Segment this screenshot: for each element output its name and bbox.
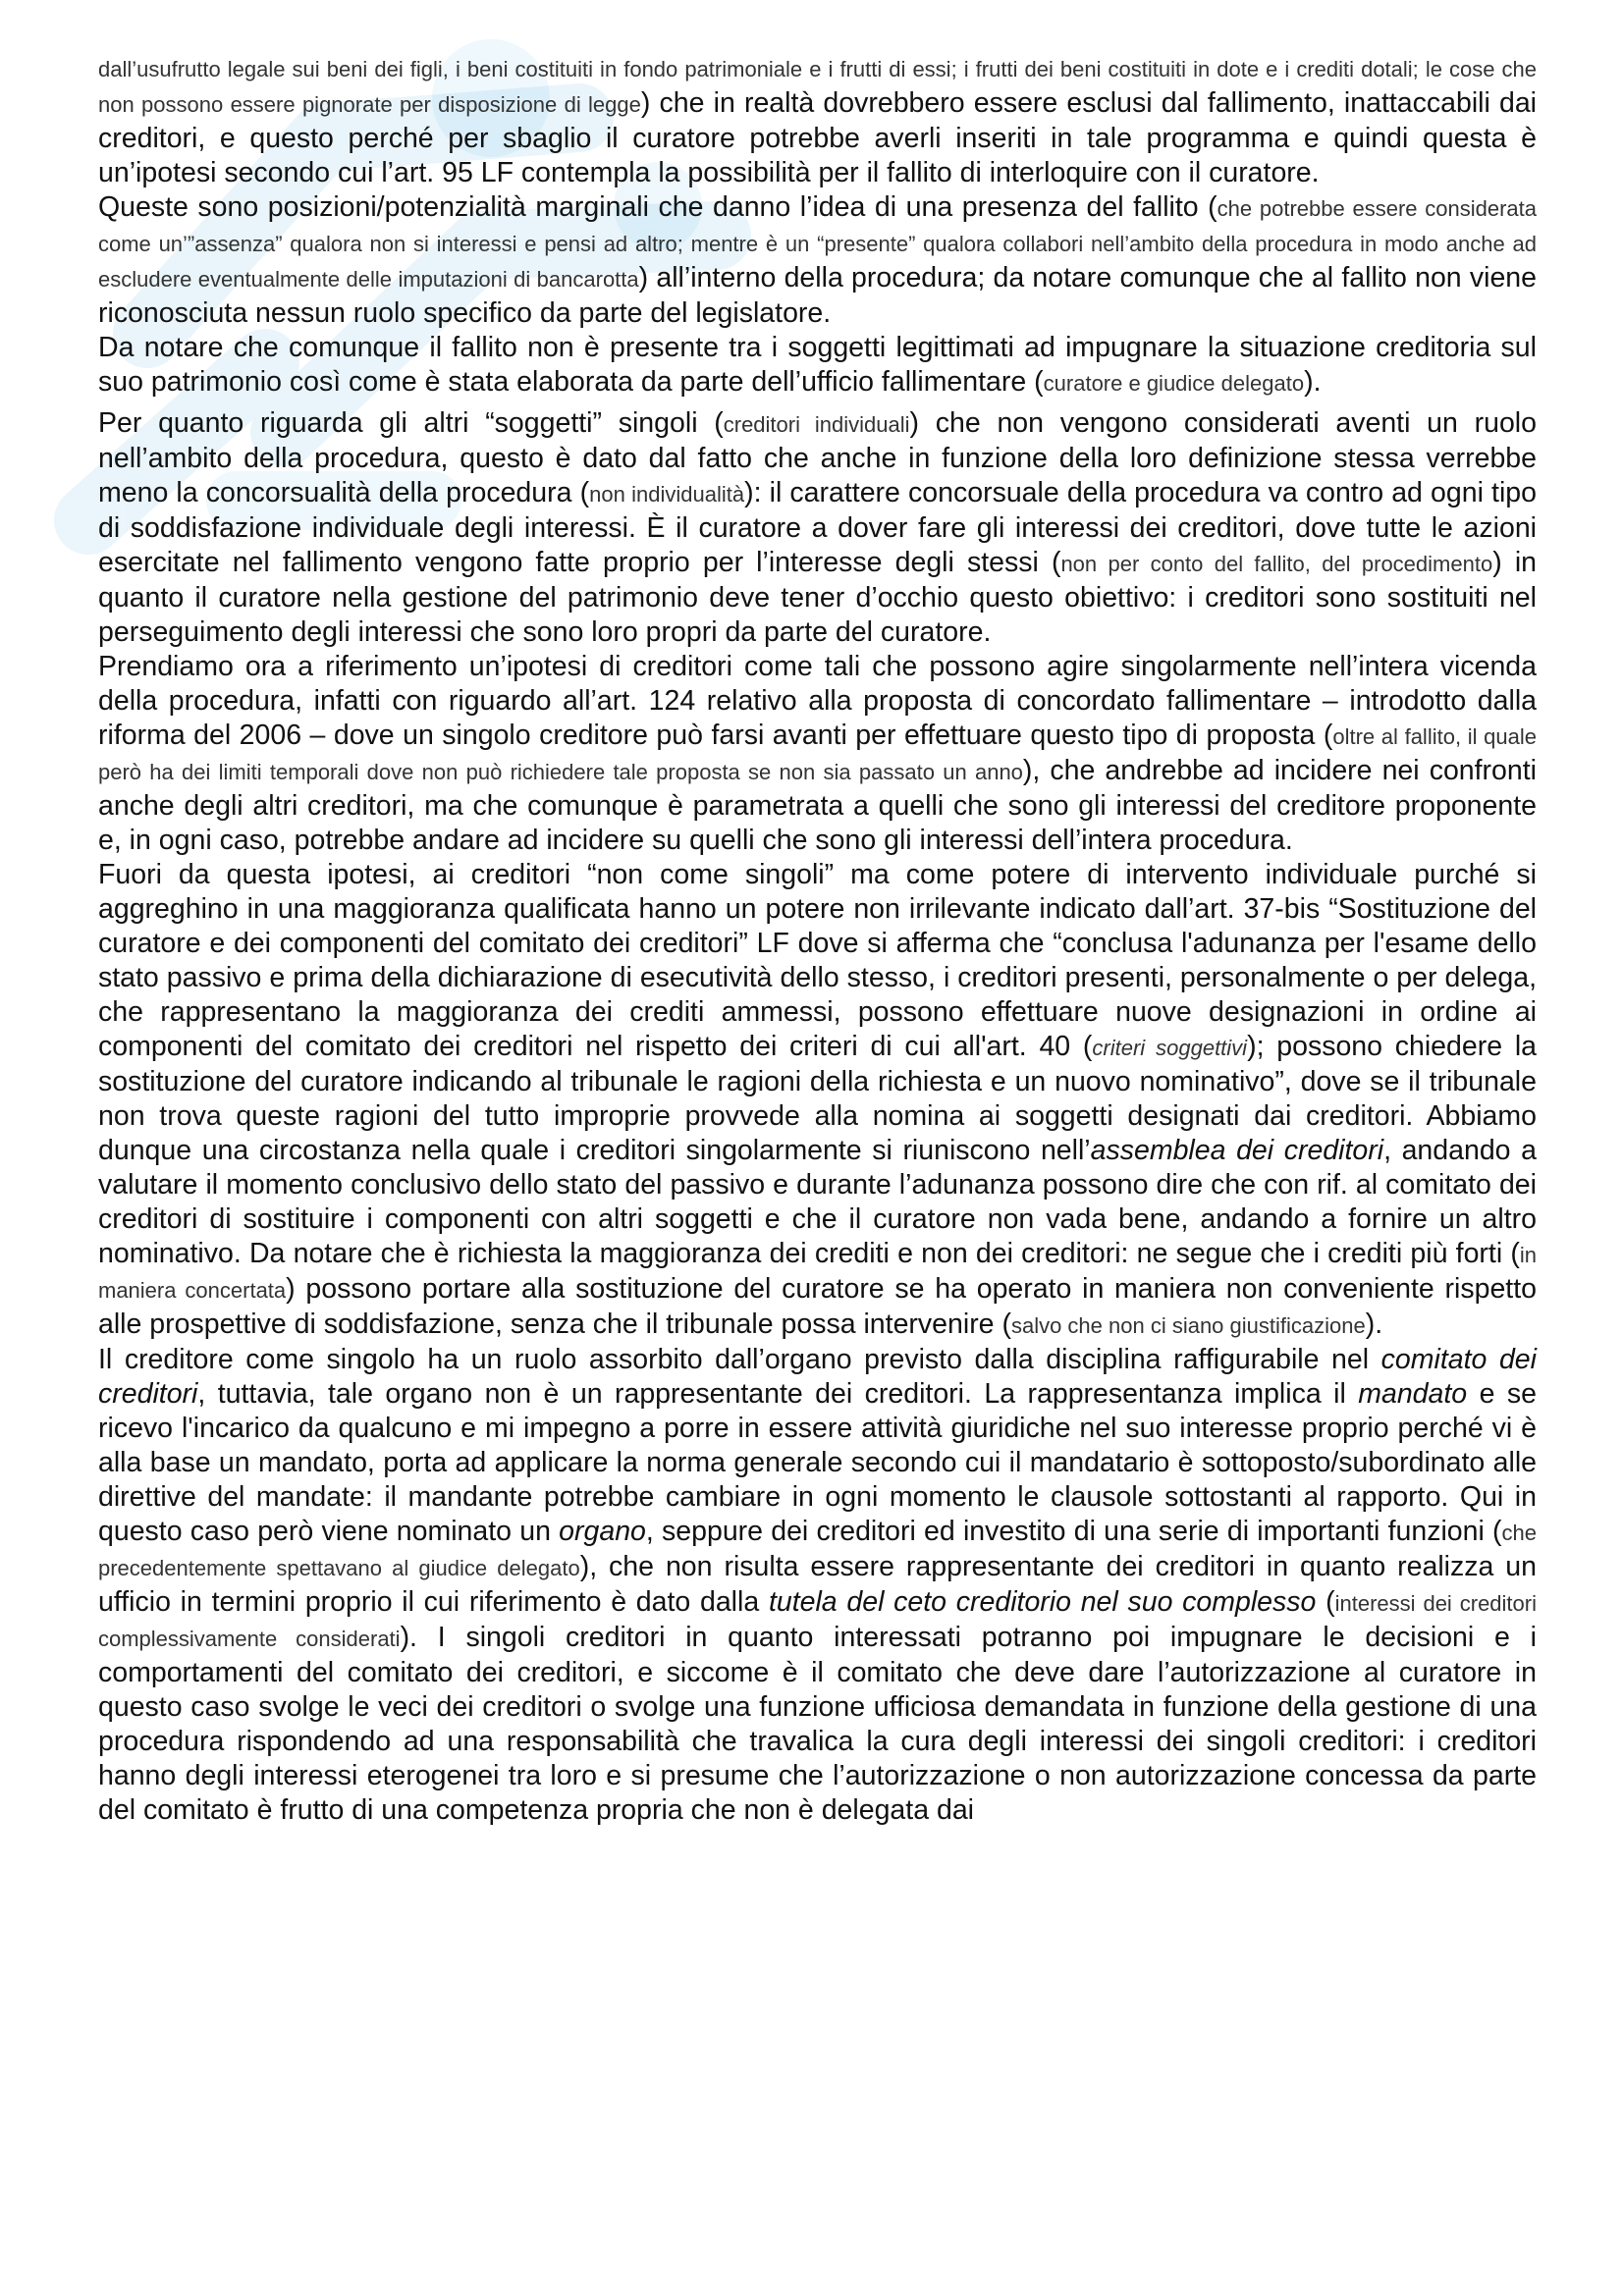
paragraph-3-segment-3: ).: [1304, 366, 1322, 398]
paragraph-7-segment-10: tutela del ceto creditorio nel suo complesso: [768, 1586, 1317, 1618]
paragraph-7-segment-12: interessi dei creditori complessivamente considerati: [98, 1591, 1537, 1651]
document-body: [98, 51, 1537, 1828]
paragraph-6-segment-2: criteri soggettivi: [1092, 1036, 1248, 1060]
paragraph-4-segment-3: ) che non vengono considerati aventi un ruolo nell’ambito della procedura, questo è dato dal fatto che anche in funzione della loro definizione stessa verrebbe meno la concorsualità della procedura (: [98, 407, 1537, 508]
paragraph-6-segment-1: Fuori da questa ipotesi, ai creditori “non come singoli” ma come potere di intervento individuale purché si aggreghino in una maggioranza qualificata hanno un potere non irrilevante indicato dall’art. 37-bis “Sostituzione del curatore e dei componenti del comitato dei creditori” LF dove si afferma che “conclusa l'adunanza per l'esame dello stato passivo e prima della dichiarazione di esecutività dello stesso, i creditori presenti, personalmente o per delega, che rappresentano la maggioranza dei crediti ammessi, possono effettuare nuove designazioni in ordine ai componenti del comitato dei creditori nel rispetto dei criteri di cui all'art. 40 (: [98, 859, 1537, 1062]
paragraph-7-segment-2: comitato dei creditori: [98, 1344, 1537, 1410]
paragraph-7-segment-11: (: [1316, 1586, 1335, 1618]
paragraph-2-segment-2: che potrebbe essere considerata come un’”assenza” qualora non si interessi e pensi ad altro; mentre è un “presente” qualora collabori nell’ambito della procedura in modo anche ad escludere eventualmente delle imputazioni di bancarotta: [98, 196, 1537, 292]
paragraph-2-segment-3: ) all’interno della procedura; da notare comunque che al fallito non viene riconosciuta nessun ruolo specifico da parte del legislatore.: [98, 262, 1538, 329]
paragraph-7-segment-6: organo: [559, 1516, 646, 1547]
paragraph-7: [98, 1343, 1537, 1828]
paragraph-7-segment-9: ), che non risulta essere rappresentante dei creditori in quanto realizza un ufficio in termini proprio il cui riferimento è dato dalla: [98, 1551, 1537, 1618]
paragraph-1-segment-1: dall’usufrutto legale sui beni dei figli, i beni costituiti in fondo patrimoniale e i frutti di essi; i frutti dei beni costituiti in dote e i crediti dotali; le cose che non possono essere pignorate per disposizione di legge: [98, 57, 1537, 117]
paragraph-4-segment-4: non individualità: [589, 482, 745, 507]
paragraph-6-segment-9: ).: [1365, 1308, 1383, 1340]
paragraph-4-segment-2: creditori individuali: [723, 412, 910, 437]
paragraph-6-segment-8: salvo che non ci siano giustificazione: [1010, 1313, 1366, 1338]
paragraph-5-segment-1: Prendiamo ora a riferimento un’ipotesi di creditori come tali che possono agire singolarmente nell’intera vicenda della procedura, infatti con riguardo all’art. 124 relativo alla proposta di concordato fallimentare – introdotto dalla riforma del 2006 – dove un singolo creditore può farsi avanti per effettuare questo tipo di proposta (: [98, 651, 1537, 751]
paragraph-7-segment-1: Il creditore come singolo ha un ruolo assorbito dall’organo previsto dalla disciplina raffigurabile nel: [98, 1344, 1381, 1375]
paragraph-6-segment-7: ) possono portare alla sostituzione del curatore se ha operato in maniera non conveniente rispetto alle prospettive di soddisfazione, senza che il tribunale possa intervenire (: [98, 1273, 1537, 1340]
paragraph-2-segment-1: Queste sono posizioni/potenzialità marginali che danno l’idea di una presenza del fallito (: [98, 191, 1217, 223]
paragraph-6: [98, 858, 1537, 1343]
paragraph-2: [98, 190, 1537, 331]
paragraph-1-segment-2: ) che in realtà dovrebbero essere esclusi dal fallimento, inattaccabili dai creditori, e questo perché per sbaglio il curatore potrebbe averli inseriti in tale programma e quindi questa è un’ipotesi secondo cui l’art. 95 LF contempla la possibilità per il fallito di interloquire con il curatore.: [98, 87, 1538, 188]
paragraph-1: [98, 51, 1537, 190]
paragraph-5-segment-3: ), che andrebbe ad incidere nei confronti anche degli altri creditori, ma che comunque è parametrata a quelli che sono gli interessi del creditore proponente e, in ogni caso, potrebbe andare ad incidere su quelli che sono gli interessi dell’intera procedura.: [98, 755, 1537, 856]
paragraph-3: [98, 331, 1537, 400]
paragraph-4-segment-7: ) in quanto il curatore nella gestione del patrimonio deve tener d’occhio questo obiettivo: i creditori sono sostituiti nel perseguimento degli interessi che sono loro propri da parte del curatore.: [98, 547, 1538, 648]
paragraph-4-segment-1: Per quanto riguarda gli altri “soggetti” singoli (: [98, 407, 724, 439]
paragraph-5-segment-2: oltre al fallito, il quale però ha dei limiti temporali dove non può richiedere tale proposta se non sia passato un anno: [98, 724, 1537, 784]
paragraph-7-segment-4: mandato: [1358, 1378, 1468, 1410]
paragraph-4: [98, 406, 1537, 650]
paragraph-6-segment-5: , andando a valutare il momento conclusivo dello stato del passivo e durante l’adunanza possono dire che con rif. al comitato dei creditori di sostituire i componenti con altri soggetti e che il curatore non vada bene, andando a fornire un altro nominativo. Da notare che è richiesta la maggioranza dei crediti e non dei creditori: ne segue che i crediti più forti (: [98, 1135, 1537, 1269]
paragraph-3-segment-1: Da notare che comunque il fallito non è presente tra i soggetti legittimati ad impugnare la situazione creditoria sul suo patrimonio così come è stata elaborata da parte dell’ufficio fallimentare (: [98, 332, 1537, 398]
paragraph-7-segment-5: e se ricevo l'incarico da qualcuno e mi impegno a porre in essere attività giuridiche nel suo interesse proprio perché vi è alla base un mandato, porta ad applicare la norma generale secondo cui il mandatario è sottoposto/subordinato alle direttive del mandate: il mandante potrebbe cambiare in ogni momento le clausole sottostanti al rapporto. Qui in questo caso però viene nominato un: [98, 1378, 1537, 1547]
paragraph-7-segment-3: , tuttavia, tale organo non è un rappresentante dei creditori. La rappresentanza implica il: [197, 1378, 1359, 1410]
paragraph-4-segment-6: non per conto del fallito, del procedimento: [1060, 552, 1493, 576]
paragraph-7-segment-8: che precedentemente spettavano al giudice delegato: [98, 1521, 1538, 1580]
paragraph-5: [98, 650, 1537, 858]
paragraph-4-segment-5: ): il carattere concorsuale della procedura va contro ad ogni tipo di soddisfazione individuale degli interessi. È il curatore a dover fare gli interessi dei creditori, dove tutte le azioni esercitate nel fallimento vengono fatte proprio per l’interesse degli stessi (: [98, 477, 1538, 578]
paragraph-6-segment-4: assemblea dei creditori: [1090, 1135, 1384, 1166]
paragraph-6-segment-6: in maniera concertata: [98, 1243, 1537, 1303]
paragraph-6-segment-3: ); possono chiedere la sostituzione del curatore indicando al tribunale le ragioni della richiesta e un nuovo nominativo”, dove se il tribunale non trova queste ragioni del tutto improprie provvede alla nomina ai soggetti designati dai creditori. Abbiamo dunque una circostanza nella quale i creditori singolarmente si riuniscono nell’: [98, 1031, 1538, 1166]
paragraph-7-segment-7: , seppure dei creditori ed investito di una serie di importanti funzioni (: [645, 1516, 1502, 1547]
paragraph-3-segment-2: curatore e giudice delegato: [1043, 371, 1305, 396]
paragraph-7-segment-13: ). I singoli creditori in quanto interessati potranno poi impugnare le decisioni e i comportamenti del comitato dei creditori, e siccome è il comitato che deve dare l’autorizzazione al curatore in questo caso svolge le veci dei creditori o svolge una funzione ufficiosa demandata in funzione della gestione di una procedura rispondendo ad una responsabilità che travalica la cura degli interessi dei singoli creditori: i creditori hanno degli interessi eterogenei tra loro e si presume che l’autorizzazione o non autorizzazione concessa da parte del comitato è frutto di una competenza propria che non è delegata dai: [98, 1622, 1537, 1826]
